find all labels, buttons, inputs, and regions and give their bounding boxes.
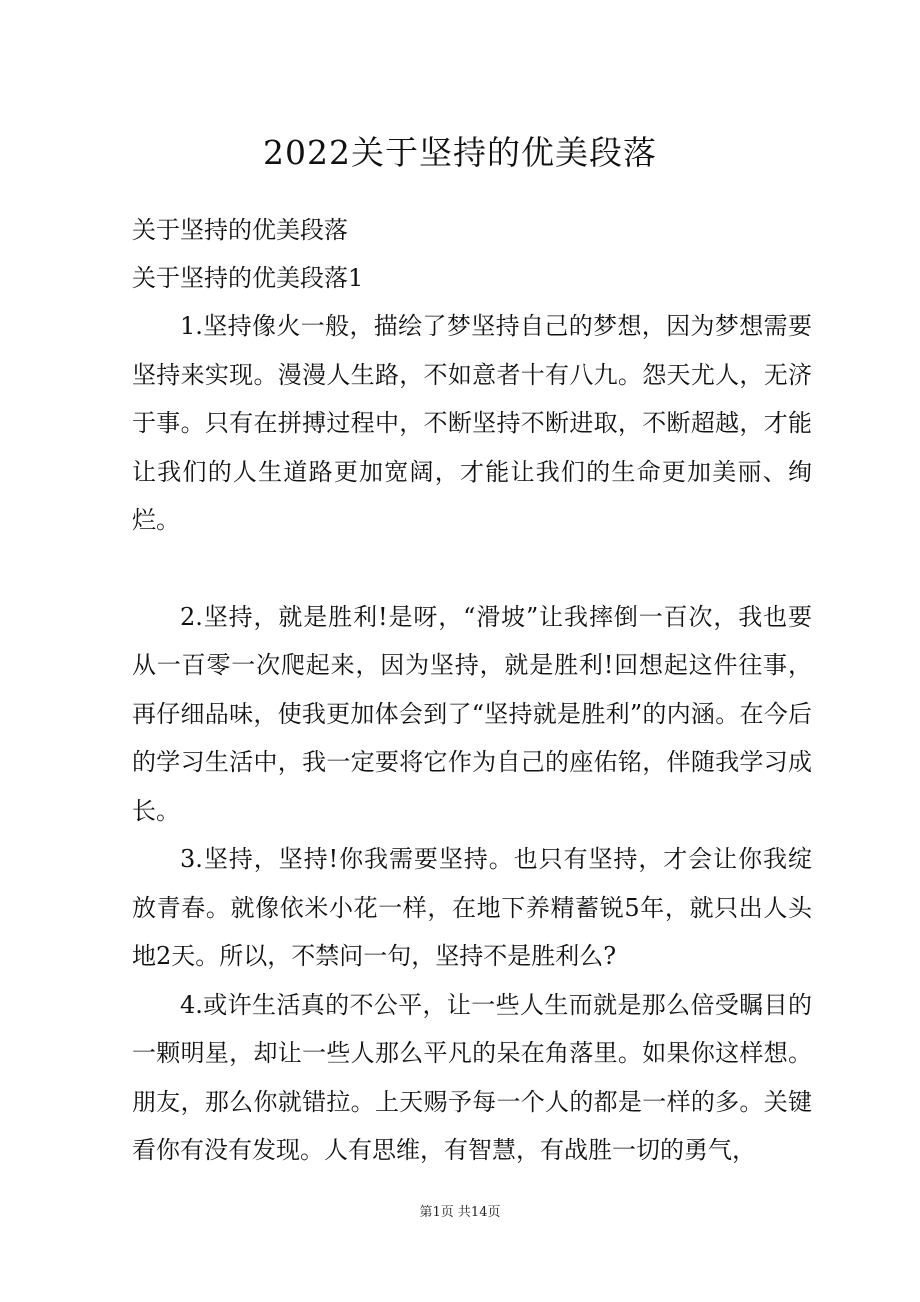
section-heading: 关于坚持的优美段落 [132,216,348,244]
page-number-footer: 第1页 共14页 [419,1205,501,1220]
section-subheading: 关于坚持的优美段落1 [132,264,364,292]
paragraph-1: 1.坚持像火一般，描绘了梦坚持自己的梦想，因为梦想需要坚持来实现。漫漫人生路，不如意者十有八九。怨天尤人，无济于事。只有在拼搏过程中，不断坚持不断进取，不断超越，才能让我们的人生道路更加宽阔，才能让我们的生命更加美丽、绚烂。 [132,312,812,534]
paragraph-3: 3.坚持，坚持!你我需要坚持。也只有坚持，才会让你我绽放青春。就像依米小花一样，在地下养精蓄锐5年，就只出人头地2天。所以，不禁问一句，坚持不是胜利么? [132,845,812,970]
document-body [132,206,812,1175]
paragraph-4: 4.或许生活真的不公平，让一些人生而就是那么倍受瞩目的一颗明星，却让一些人那么平凡的呆在角落里。如果你这样想。朋友，那么你就错拉。上天赐予每一个人的都是一样的多。关键看你有没有发现。人有思维，有智慧，有战胜一切的勇气， [132,990,812,1164]
document-title: 2022关于坚持的优美段落 [263,133,657,172]
paragraph-2: 2.坚持，就是胜利!是呀，“滑坡”让我摔倒一百次，我也要从一百零一次爬起来，因为坚持，就是胜利!回想起这件往事，再仔细品味，使我更加体会到了“坚持就是胜利”的内涵。在今后的学习生活中，我一定要将它作为自己的座佑铭，伴随我学习成长。 [132,602,812,825]
paragraph-spacer [132,545,812,593]
